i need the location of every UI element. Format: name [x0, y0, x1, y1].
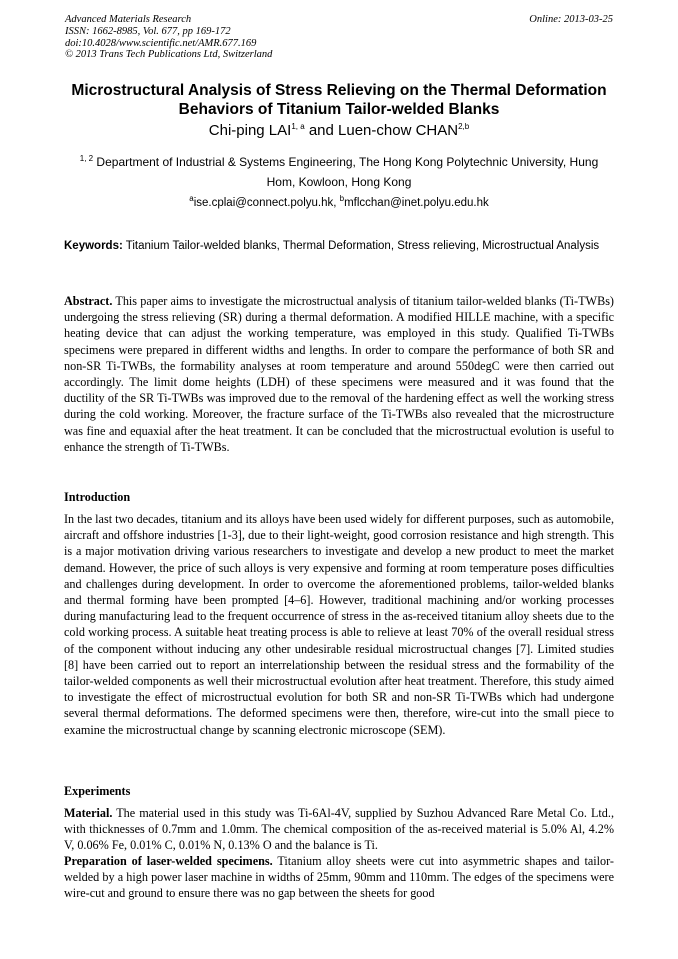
journal-name: Advanced Materials Research: [65, 14, 192, 25]
introduction-paragraph: In the last two decades, titanium and its alloys have been used widely for different purposes, such as automobile, aircraft and offshore industries [1-3], due to their light-weight, good corrosion resistance and high strength. This is a major motivation driving various researchers to investigate and develop a new product to meet the market demand. However, the price of such alloys is very expensive and forming at room temperature poses difficulties and challenges during development. In order to overcome the aforementioned problems, tailor-welded blanks and thermal forming have been prompted [4–6]. However, traditional machining and/or working processes during manufacturing lead to the frequent occurrence of stress in the as-received titanium alloy sheets due to the cold working process. A suitable heat treating process is able to relieve at least 70% of the overall residual stress of the component without inducing any other undesirable residual microstructual changes [7]. Limited studies [8] have been carried out to report an interrelationship between the residual stress and the formability of the tailor-welded components as well their microstructual evolution after heat treatment. Therefore, this study aimed to investigate the effect of microstructual evolution for both SR and non-SR Ti-TWBs which had undergone several thermal deformations. The deformed specimens were then, therefore, wire-cut into the small piece to examine the microstructual change by scanning electronic microscope (SEM).: [64, 512, 614, 737]
issn-line: ISSN: 1662-8985, Vol. 677, pp 169-172: [65, 25, 231, 37]
material-paragraph: [64, 805, 614, 854]
copyright-line: © 2013 Trans Tech Publications Ltd, Switzerland: [65, 49, 273, 61]
author-emails: [40, 195, 638, 211]
journal-header: [65, 14, 272, 61]
author-list: [40, 122, 638, 140]
abstract-text: This paper aims to investigate the microstructual analysis of titanium tailor-welded blanks (Ti-TWBs) undergoing the stress relieving (SR) during a thermal deformation. A modified HILLE machine, with a specific heating device that can adjust the working temperature, was employed in this study. Qualified Ti-TWBs specimens were prepared in different widths and lengths. In order to compare the performance of both SR and non-SR Ti-TWBs, the formability analyses at room temperature and around 550degC were then carried out accordingly. The limit dome heights (LDH) of these specimens were measured and it was found that the ductility of the SR Ti-TWBs was improved due to the removal of the hardening effect as well the working stress during the cold working. Moreover, the fracture surface of the Ti-TWBs also revealed that the microstructure was fine and equaxial after the heat treatment. It can be concluded that the microstructual evolution is useful to enhance the strength of Ti-TWBs.: [64, 294, 614, 454]
email-b: mflcchan@inet.polyu.edu.hk: [344, 197, 489, 209]
title-line-1: Microstructural Analysis of Stress Relieving on the Thermal Deformation: [71, 82, 607, 99]
abstract-paragraph: [64, 293, 614, 455]
email-a: ise.cplai@connect.polyu.hk,: [193, 197, 340, 209]
preparation-label: Preparation of laser-welded specimens.: [64, 854, 273, 868]
preparation-text: Titanium alloy sheets were cut into asymmetric shapes and tailor-welded by a high power laser machine in widths of 25mm, 90mm and 110mm. The edges of the specimens were wire-cut and ground to ensure there was no gap between the sheets for good: [64, 854, 614, 901]
email-a-sup: a: [189, 194, 194, 204]
author-1: Chi-ping LAI: [208, 122, 292, 139]
affiliation-text: Department of Industrial & Systems Engineering, The Hong Kong Polytechnic University, Hung Hom, Kowloon, Hong Kong: [93, 155, 599, 189]
introduction-heading: Introduction: [64, 490, 131, 504]
abstract-label: Abstract.: [64, 294, 113, 308]
email-b-sup: b: [339, 194, 345, 204]
material-label: Material.: [64, 806, 113, 820]
keywords-block: [64, 236, 614, 256]
author-2-sup: 2,b: [458, 122, 470, 131]
online-date: Online: 2013-03-25: [529, 14, 613, 25]
author-1-sup: 1, a: [291, 122, 305, 131]
doi-line: doi:10.4028/www.scientific.net/AMR.677.169: [65, 37, 257, 49]
keywords-text: Titanium Tailor-welded blanks, Thermal Deformation, Stress relieving, Microstructual Analysis: [122, 240, 600, 252]
affiliation-sup: 1, 2: [79, 154, 94, 163]
author-2: Luen-chow CHAN: [338, 122, 459, 139]
preparation-paragraph: [64, 853, 614, 902]
experiments-heading: Experiments: [64, 784, 131, 798]
title-line-2: Behaviors of Titanium Tailor-welded Blanks: [178, 101, 500, 118]
paper-title: [40, 81, 638, 119]
affiliation: [64, 152, 614, 192]
keywords-label: Keywords:: [64, 240, 123, 252]
author-and: and: [304, 122, 339, 139]
material-text: The material used in this study was Ti-6Al-4V, supplied by Suzhou Advanced Rare Metal Co. Ltd., with thicknesses of 0.7mm and 1.0mm. The chemical composition of the as-received material is 5.0% Al, 4.2% V, 0.06% Fe, 0.01% C, 0.01% N, 0.13% O and the balance is Ti.: [64, 806, 614, 853]
